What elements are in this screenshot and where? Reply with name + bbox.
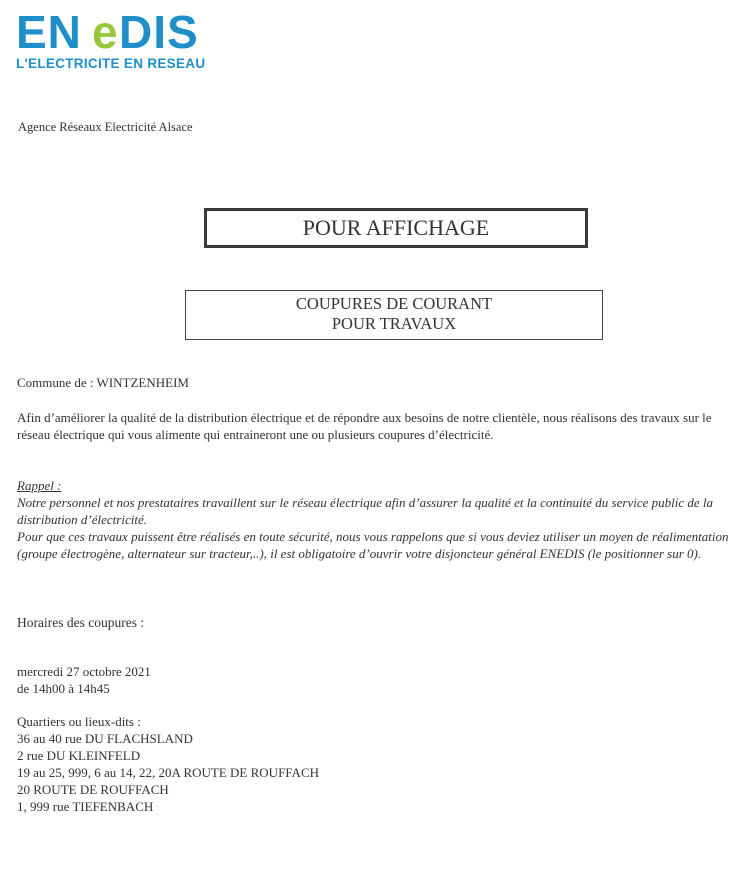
intro-paragraph: Afin d’améliorer la qualité de la distribution électrique et de répondre aux besoins de notre clientèle, nous réalisons des travaux sur le réseau électrique qui vous alimente qui entraineront une ou plusieurs coupures d’électricité. <box>17 410 712 442</box>
schedule-block <box>17 663 151 697</box>
quartier-item: 36 au 40 rue DU FLACHSLAND <box>17 731 193 746</box>
coupures-line-2: POUR TRAVAUX <box>331 314 457 333</box>
rappel-paragraph-2: Pour que ces travaux puissent être réalisés en toute sécurité, nous vous rappelons que si vous deviez utiliser un moyen de réalimentation (groupe électrogène, alternateur sur tracteur,..), il est obligatoire d’ouvrir votre disjoncteur général ENEDIS (le positionner sur 0). <box>17 529 729 561</box>
svg-text:e: e <box>92 8 118 54</box>
rappel-title: Rappel : <box>17 478 62 493</box>
pour-affichage-box <box>204 208 588 248</box>
quartier-item: 1, 999 rue TIEFENBACH <box>17 799 154 814</box>
quartier-item: 20 ROUTE DE ROUFFACH <box>17 782 169 797</box>
quartiers-block <box>17 713 319 815</box>
agency-name: Agence Réseaux Electricité Alsace <box>18 120 193 134</box>
schedule-time: de 14h00 à 14h45 <box>17 681 110 696</box>
svg-text:EN: EN <box>16 8 82 54</box>
quartier-item: 2 rue DU KLEINFELD <box>17 748 141 763</box>
pour-affichage-label: POUR AFFICHAGE <box>302 215 490 240</box>
rappel-paragraph-1: Notre personnel et nos prestataires travaillent sur le réseau électrique afin d’assurer la qualité et la continuité du service public de la distribution d’électricité. <box>17 495 713 527</box>
coupures-box <box>185 290 603 340</box>
rappel-section <box>17 477 747 562</box>
horaires-title: Horaires des coupures : <box>17 615 145 630</box>
quartier-item: 19 au 25, 999, 6 au 14, 22, 20A ROUTE DE ROUFFACH <box>17 765 320 780</box>
logo-tagline: L'ELECTRICITE EN RESEAU <box>16 56 206 71</box>
coupures-line-1: COUPURES DE COURANT <box>295 294 493 313</box>
schedule-date: mercredi 27 octobre 2021 <box>17 664 151 679</box>
enedis-logo-mark <box>16 8 216 54</box>
quartiers-title: Quartiers ou lieux-dits : <box>17 714 141 729</box>
svg-text:DIS: DIS <box>119 8 199 54</box>
commune-line: Commune de : WINTZENHEIM <box>17 375 189 390</box>
